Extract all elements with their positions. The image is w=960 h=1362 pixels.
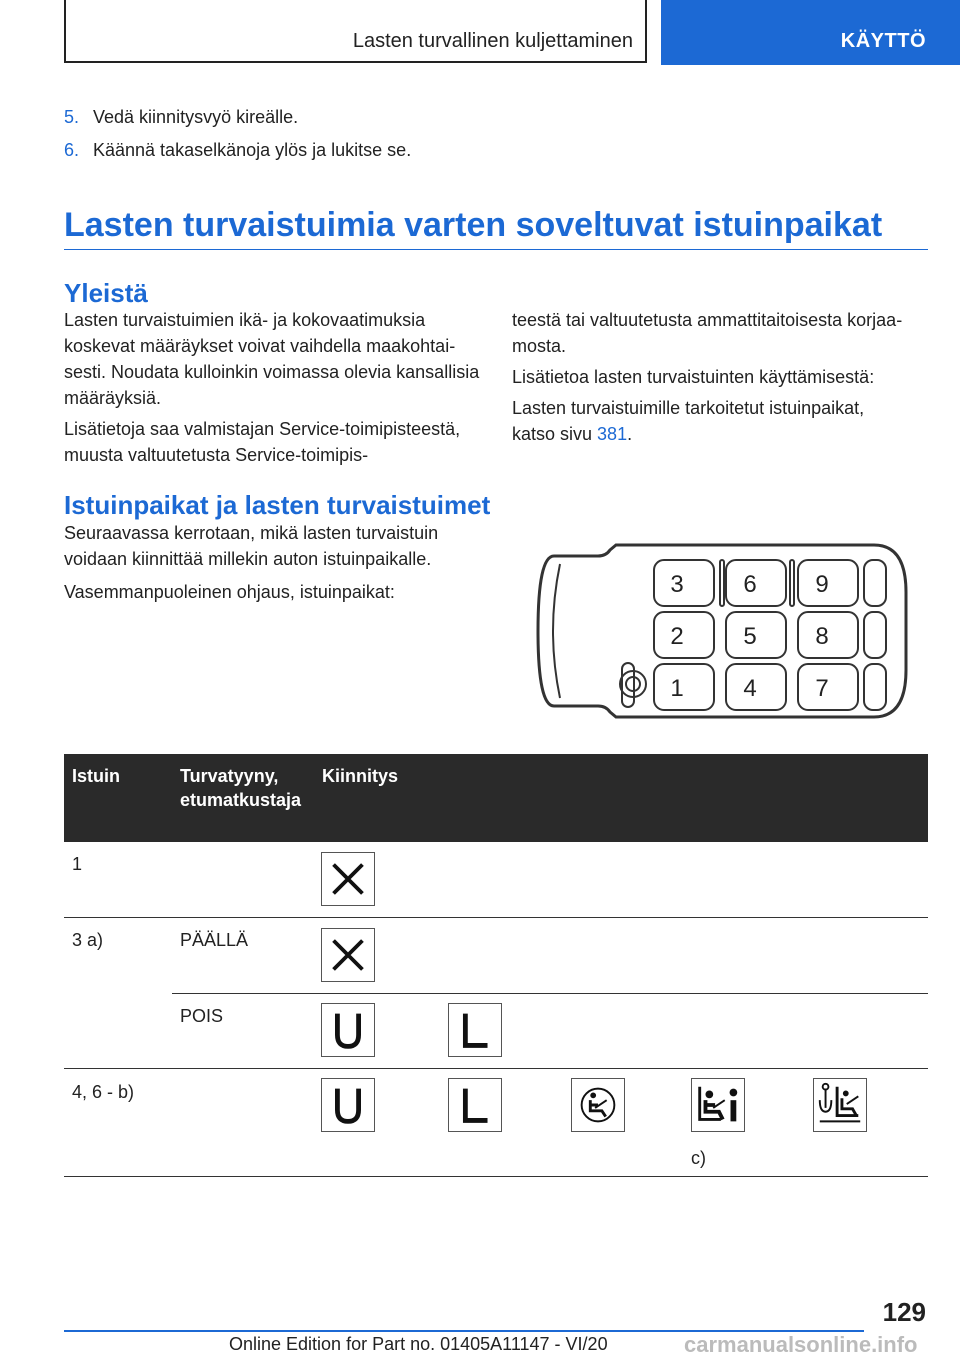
step-text: Vedä kiinnitysvyö kireälle.: [93, 107, 299, 127]
reference-text: Lasten turvaistuimille tarkoitetut istuinpaikat, katso sivu: [512, 398, 865, 444]
seats-paragraph-1: Seuraavassa kerrotaan, mikä lasten turvaistuin voidaan kiinnittää millekin auton istuinpaikalle.: [64, 523, 439, 569]
table-row-divider: [64, 1068, 928, 1069]
general-heading: Yleistä: [64, 278, 148, 308]
table-cell-seat: 4, 6 - b): [72, 1082, 135, 1102]
header-section-title: Lasten turvallinen kuljettaminen: [352, 30, 633, 52]
isize-seat-icon: [691, 1078, 745, 1132]
table-row-divider: [64, 917, 928, 918]
main-heading: Lasten turvaistuimia varten soveltuvat istuinpaikat: [64, 206, 883, 244]
seat-number-1: 1: [670, 675, 684, 702]
header-chapter-tab[interactable]: [661, 0, 960, 65]
general-paragraph-3: teestä tai valtuutetusta ammattitaitoisesta korjaamosta.: [512, 310, 903, 356]
general-paragraph-5: [512, 395, 902, 447]
table-header: [64, 754, 928, 842]
column-header-airbag: Turvatyyny, etumatkustaja: [180, 766, 302, 810]
universal-u-icon: [321, 1003, 375, 1057]
table-cell-airbag: POIS: [180, 1006, 224, 1026]
column-header-mounting: Kiinnitys: [322, 766, 399, 786]
step-text: Käännä takaselkänoja ylös ja lukitse se.: [93, 140, 412, 160]
column-header-seat: Istuin: [72, 766, 120, 786]
semi-universal-l-icon: [448, 1078, 502, 1132]
header-chapter-label: KÄYTTÖ: [840, 30, 926, 52]
seat-number-2: 2: [670, 623, 684, 650]
header-section-box: [64, 0, 647, 63]
seats-heading: Istuinpaikat ja lasten turvaistuimet: [64, 490, 491, 520]
general-paragraph-2: Lisätietoja saa valmistajan Service-toimipisteestä, muusta valtuutetusta Service-toimipis-: [64, 419, 461, 465]
isofix-seat-icon: [571, 1078, 625, 1132]
seat-number-6: 6: [743, 571, 757, 598]
seat-number-4: 4: [743, 675, 757, 702]
seat-number-8: 8: [815, 623, 829, 650]
table-cell-seat: 1: [72, 854, 83, 874]
seats-paragraph-2: Vasemmanpuoleinen ohjaus, istuinpaikat:: [64, 582, 395, 602]
general-right-column: [512, 307, 928, 447]
table-cell-seat: 3 a): [72, 930, 104, 950]
universal-u-icon: [321, 1078, 375, 1132]
general-left-column: [64, 307, 484, 468]
reference-end: .: [627, 424, 633, 444]
cross-icon: [321, 928, 375, 982]
general-paragraph-4: Lisätietoa lasten turvaistuinten käyttämisestä:: [512, 367, 875, 387]
cross-icon: [321, 852, 375, 906]
table-footnote-marker: c): [691, 1148, 706, 1168]
seat-number-7: 7: [815, 675, 829, 702]
seat-layout-diagram: [534, 542, 914, 720]
seat-number-3: 3: [670, 571, 684, 598]
step-item: [64, 140, 411, 161]
general-paragraph-1: Lasten turvaistuimien ikä- ja kokovaatimuksia koskevat määräykset voivat vaihdella maakohtaisesti. Noudata kulloinkin voimassa olevia kansallisia määräyksiä.: [64, 310, 480, 408]
table-row-divider: [172, 993, 928, 994]
table-bottom-rule: [64, 1176, 928, 1177]
anchor-seat-icon: [813, 1078, 867, 1132]
step-number: 6.: [64, 140, 80, 160]
step-number: 5.: [64, 107, 80, 127]
footer-edition-text: Online Edition for Part no. 01405A11147 - VI/20: [229, 1334, 608, 1354]
page-reference-link[interactable]: 381: [597, 424, 628, 444]
heading-rule: [64, 249, 928, 250]
semi-universal-l-icon: [448, 1003, 502, 1057]
step-item: [64, 107, 298, 128]
seats-text-column: [64, 520, 474, 605]
page-number: 129: [882, 1297, 926, 1327]
seat-number-9: 9: [815, 571, 829, 598]
table-cell-airbag: PÄÄLLÄ: [180, 930, 249, 950]
watermark: carmanualsonline.info: [684, 1332, 918, 1357]
seat-number-5: 5: [743, 623, 757, 650]
